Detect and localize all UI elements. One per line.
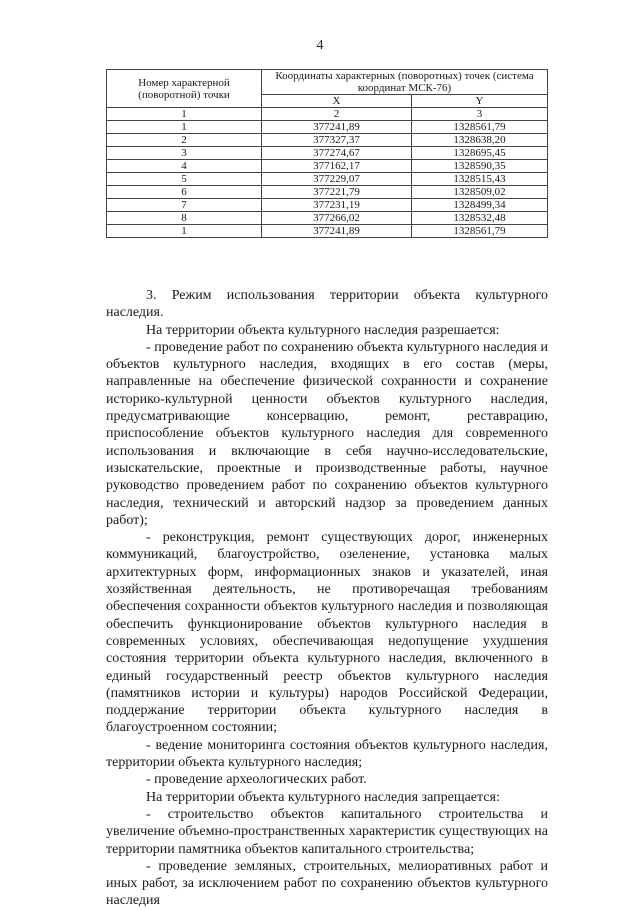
list-item: - строительство объектов капитального строительства и увеличение объемно-пространственных характеристик существующих на территории памятника объектов капитального строительства;: [106, 806, 548, 857]
table-cell-x: 377231,19: [262, 199, 412, 212]
table-cell-n: 8: [107, 212, 262, 225]
table-cell-n: 4: [107, 160, 262, 173]
column-index: 1: [107, 108, 262, 121]
column-index: 2: [262, 108, 412, 121]
header-x: X: [262, 95, 412, 108]
header-y: Y: [412, 95, 548, 108]
table-cell-n: 1: [107, 121, 262, 134]
table-cell-x: 377241,89: [262, 121, 412, 134]
table-cell-x: 377229,07: [262, 173, 412, 186]
list-item: - ведение мониторинга состояния объектов культурного наследия, территории объекта культурного наследия;: [106, 737, 548, 771]
column-index: 3: [412, 108, 548, 121]
table-row: [107, 186, 548, 199]
table-cell-n: 7: [107, 199, 262, 212]
section-heading: 3. Режим использования территории объекта культурного наследия.: [106, 288, 548, 321]
table-cell-y: 1328532,48: [412, 212, 548, 225]
table-cell-x: 377266,02: [262, 212, 412, 225]
table-cell-x: 377162,17: [262, 160, 412, 173]
table-cell-n: 3: [107, 147, 262, 160]
table-cell-y: 1328509,02: [412, 186, 548, 199]
table-row: [107, 160, 548, 173]
table-row: [107, 173, 548, 186]
table-cell-n: 2: [107, 134, 262, 147]
table-row: [107, 199, 548, 212]
table-cell-n: 6: [107, 186, 262, 199]
header-point-number: Номер характерной (поворотной) точки: [107, 70, 262, 108]
table-cell-x: 377241,89: [262, 225, 412, 238]
table-row: [107, 147, 548, 160]
list-item: - проведение археологических работ.: [146, 772, 367, 788]
table-row: [107, 212, 548, 225]
table-row: [107, 225, 548, 238]
table-cell-y: 1328695,45: [412, 147, 548, 160]
list-item: - проведение земляных, строительных, мелиоративных работ и иных работ, за исключением работ по сохранению объектов культурного наследия: [106, 858, 548, 909]
table-row: [107, 121, 548, 134]
table-cell-x: 377327,37: [262, 134, 412, 147]
table-cell-x: 377221,79: [262, 186, 412, 199]
table-cell-x: 377274,67: [262, 147, 412, 160]
page-number: 4: [316, 38, 324, 53]
list-item: - реконструкция, ремонт существующих дорог, инженерных коммуникаций, благоустройство, озеленение, установка малых архитектурных форм, информационных знаков и указателей, иная хозяйственная деятельность, не противоречащая требованиям обеспечения сохранности объектов культурного наследия и позволяющая обеспечить функционирование объектов культурного наследия в современных условиях, обеспечивающая недопущение ухудшения состояния территории объекта культурного наследия, включенного в единый государственный реестр объектов культурного наследия (памятников истории и культуры) народов Российской Федерации, поддержание территории объекта культурного наследия в благоустроенном состоянии;: [106, 530, 548, 736]
table-cell-y: 1328561,79: [412, 225, 548, 238]
body-text: [106, 287, 548, 910]
paragraph: На территории объекта культурного наследия запрещается:: [146, 789, 500, 805]
table-cell-y: 1328515,43: [412, 173, 548, 186]
list-item: - проведение работ по сохранению объекта культурного наследия и объектов культурного наследия, входящих в его состав (меры, направленные на обеспечение физической сохранности и сохранение историко-культурной ценности объектов культурного наследия, предусматривающие консервацию, ремонт, реставрацию, приспособление объектов культурного наследия для современного использования и включающие в себя научно-исследовательские, изыскательские, проектные и производственные работы, научное руководство проведением работ по сохранению объектов культурного наследия, технический и авторский надзор за проведением данных работ);: [106, 339, 548, 528]
table-cell-y: 1328499,34: [412, 199, 548, 212]
paragraph: На территории объекта культурного наследия разрешается:: [146, 322, 500, 338]
header-coordinates: Координаты характерных (поворотных) точек (система координат МСК-76): [262, 70, 548, 95]
table-row: [107, 134, 548, 147]
table-cell-y: 1328638,20: [412, 134, 548, 147]
table-cell-y: 1328561,79: [412, 121, 548, 134]
table-cell-n: 1: [107, 225, 262, 238]
table-cell-n: 5: [107, 173, 262, 186]
coordinates-table: [106, 69, 548, 238]
table-cell-y: 1328590,35: [412, 160, 548, 173]
